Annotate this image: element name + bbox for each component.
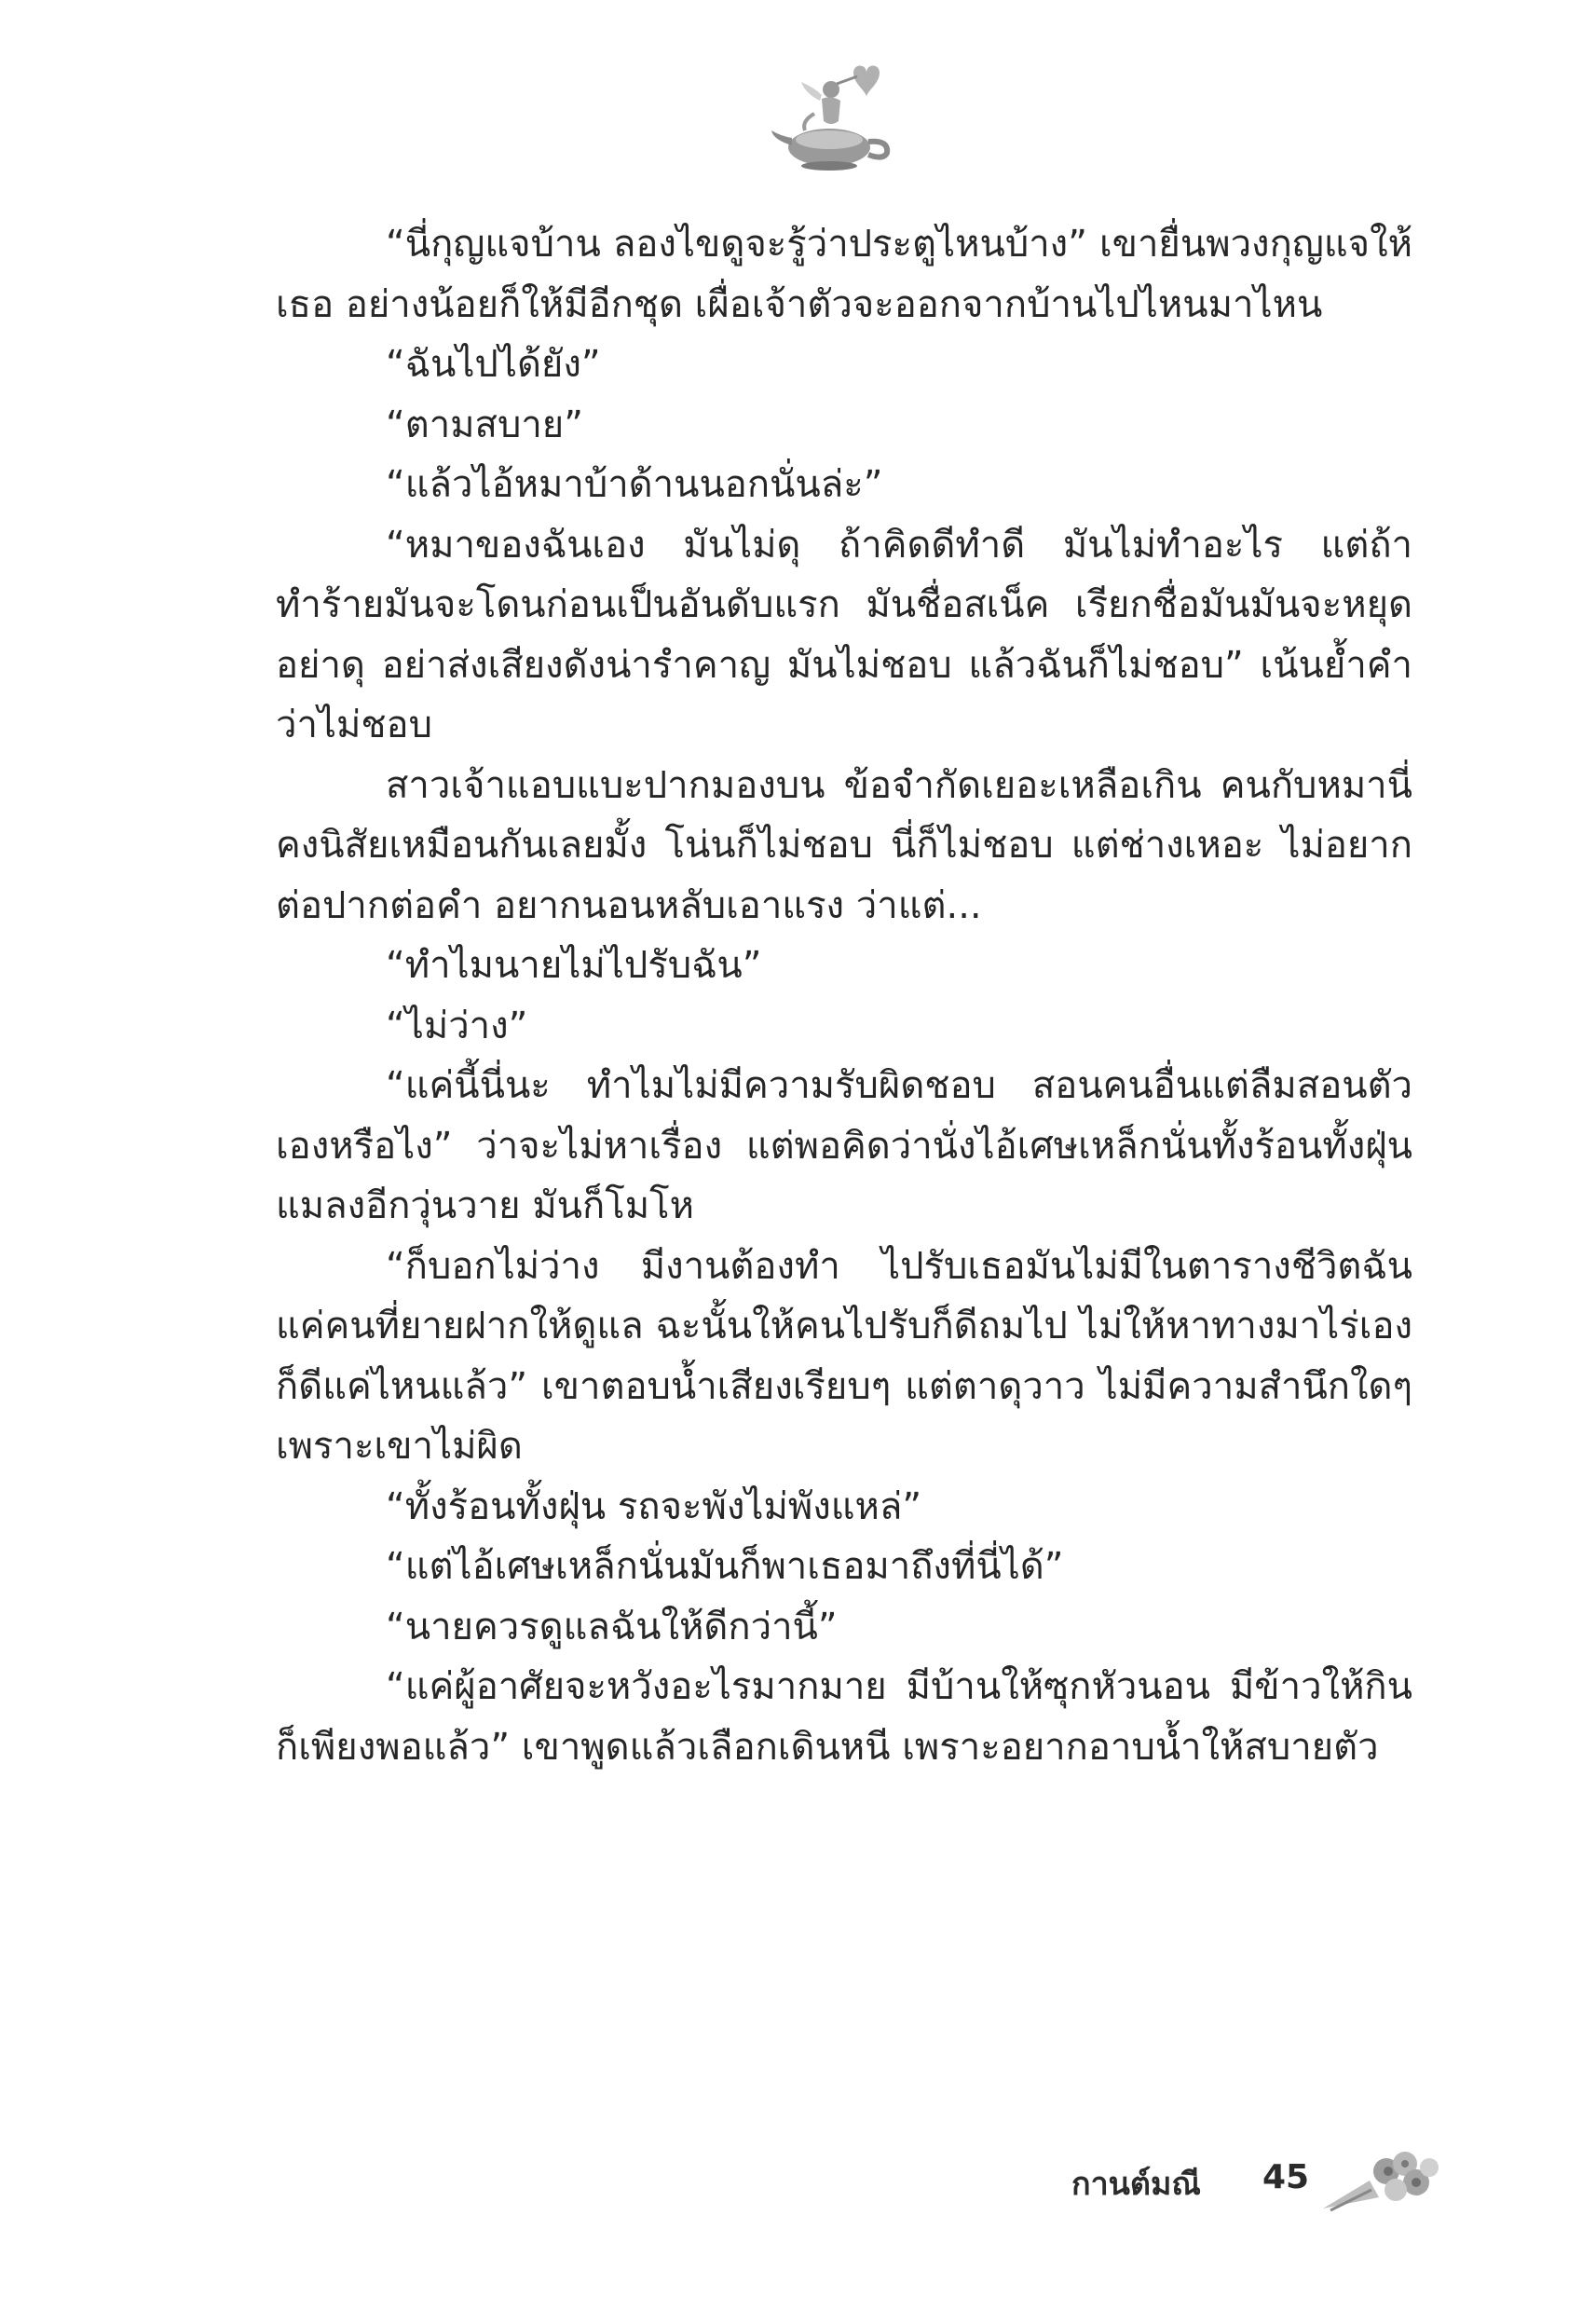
page-footer <box>1071 2143 1463 2218</box>
story-text <box>276 214 1412 1777</box>
paragraph: สาวเจ้าแอบแบะปากมองบน ข้อจำกัดเยอะเหลือเกิน คนกับหมานี่คงนิสัยเหมือนกันเลยมั้ง โน่นก็ไม่ชอบ นี่ก็ไม่ชอบ แต่ช่างเหอะ ไม่อยากต่อปากต่อคำ อยากนอนหลับเอาแรง ว่าแต่... <box>276 763 1412 927</box>
paragraph: “นี่กุญแจบ้าน ลองไขดูจะรู้ว่าประตูไหนบ้าง” เขายื่นพวงกุญแจให้เธอ อย่างน้อยก็ให้มีอีกชุด เผื่อเจ้าตัวจะออกจากบ้านไปไหนมาไหน <box>276 223 1412 326</box>
paragraph: “ทั้งร้อนทั้งฝุ่น รถจะพังไม่พังแหล่” <box>386 1484 922 1528</box>
paragraph: “นายควรดูแลฉันให้ดีกว่านี้” <box>386 1605 838 1648</box>
flower-bouquet-icon <box>1314 2143 1453 2218</box>
paragraph: “ก็บอกไม่ว่าง มีงานต้องทำ ไปรับเธอมันไม่มีในตารางชีวิตฉัน แค่คนที่ยายฝากให้ดูแล ฉะนั้นให้คนไปรับก็ดีถมไป ไม่ให้หาทางมาไร่เองก็ดีแค่ไหนแล้ว” เขาตอบน้ำเสียงเรียบๆ แต่ตาดุวาว ไม่มีความสำนึกใดๆ เพราะเขาไม่ผิด <box>276 1244 1412 1468</box>
paragraph: “แค่ผู้อาศัยจะหวังอะไรมากมาย มีบ้านให้ซุกหัวนอน มีข้าวให้กินก็เพียงพอแล้ว” เขาพูดแล้วเลือกเดินหนี เพราะอยากอาบน้ำให้สบายตัว <box>276 1665 1412 1769</box>
cupid-teapot-icon <box>764 56 904 177</box>
paragraph: “ฉันไปได้ยัง” <box>386 343 601 386</box>
paragraph: “หมาของฉันเอง มันไม่ดุ ถ้าคิดดีทำดี มันไม่ทำอะไร แต่ถ้าทำร้ายมันจะโดนก่อนเป็นอันดับแรก มันชื่อสเน็ค เรียกชื่อมันมันจะหยุด อย่าดุ อย่าส่งเสียงดังน่ารำคาญ มันไม่ชอบ แล้วฉันก็ไม่ชอบ” เน้นย้ำคำว่าไม่ชอบ <box>276 523 1412 746</box>
paragraph: “แค่นี้นี่นะ ทำไมไม่มีความรับผิดชอบ สอนคนอื่นแต่ลืมสอนตัวเองหรือไง” ว่าจะไม่หาเรื่อง แต่พอคิดว่านั่งไอ้เศษเหล็กนั่นทั้งร้อนทั้งฝุ่นแมลงอีกวุ่นวาย มันก็โมโห <box>276 1064 1412 1227</box>
paragraph: “ทำไมนายไม่ไปรับฉัน” <box>386 944 762 987</box>
paragraph: “ไม่ว่าง” <box>386 1004 528 1047</box>
page-number: 45 <box>1262 2158 1310 2196</box>
paragraph: “ตามสบาย” <box>386 403 583 446</box>
book-title: กานต์มณี <box>1071 2166 1201 2203</box>
paragraph: “แล้วไอ้หมาบ้าด้านนอกนั่นล่ะ” <box>386 463 883 506</box>
paragraph: “แต่ไอ้เศษเหล็กนั่นมันก็พาเธอมาถึงที่นี่ได้” <box>386 1545 1064 1588</box>
